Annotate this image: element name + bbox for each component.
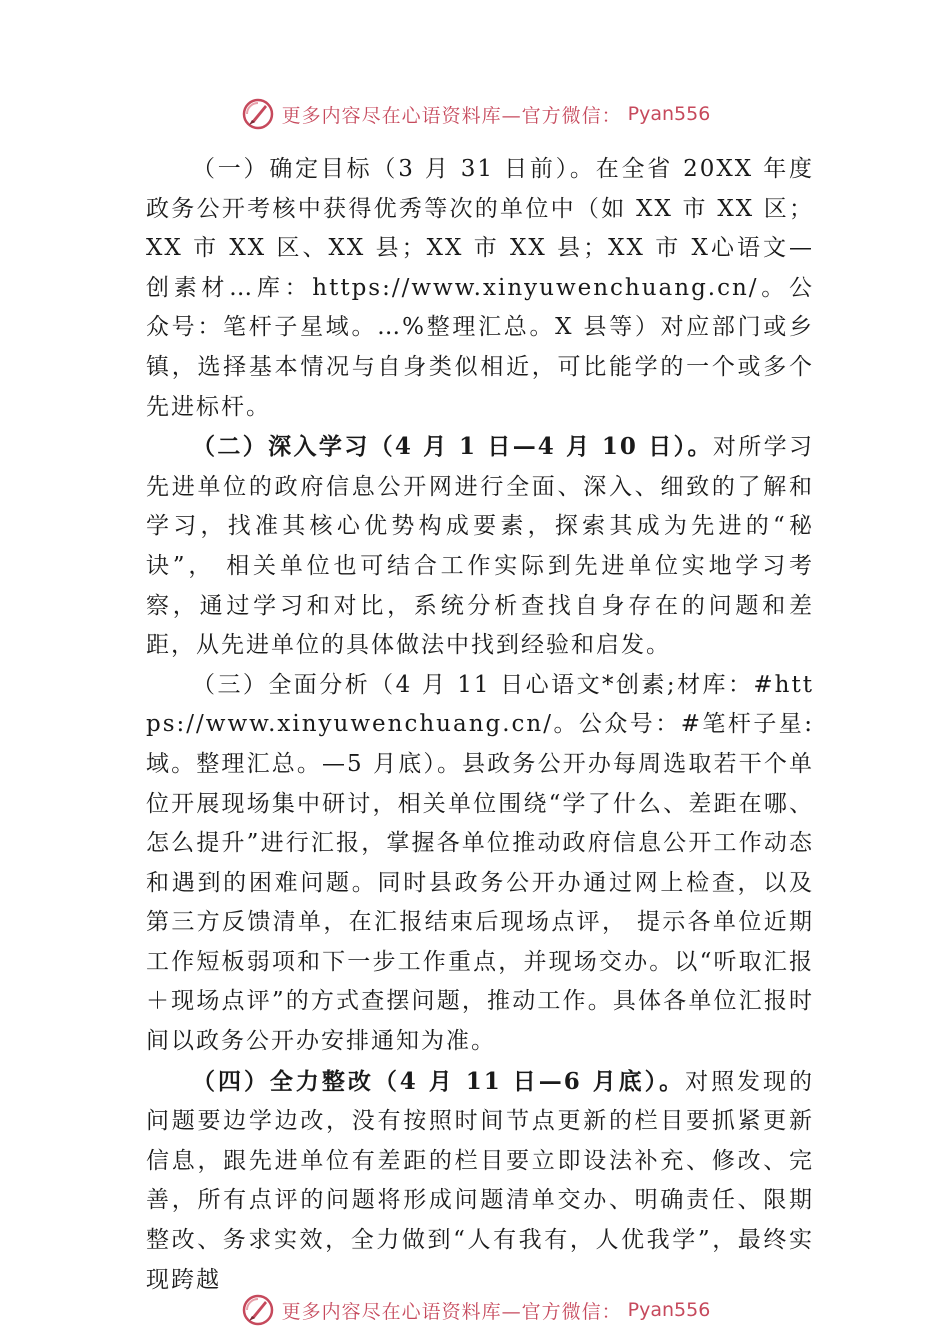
document-body: [146, 150, 814, 1300]
paragraph-1: [146, 150, 814, 427]
paragraph-1-heading: （一）确定目标（3 月 31 日前）。: [192, 156, 596, 182]
paragraph-4-heading: （四）全力整改（4 月 11 日—6 月底）。: [192, 1067, 686, 1095]
paragraph-2-body: 对所学习先进单位的政府信息公开网进行全面、深入、细致的了解和学习，找准其核心优势构成要素，探索其成为先进的“秘诀”， 相关单位也可结合工作实际到先进单位实地学习考察，通过学习和对比，系统分析查找自身存在的问题和差距，从先进单位的具体做法中找到经验和启发。: [146, 434, 815, 659]
paragraph-3-heading: （三）全面分析（4 月 11 日: [192, 671, 526, 698]
paragraph-3-body: 心语文*创素;材库：#https://www.xinyuwenchuang.cn/。公众号：#笔杆子星:域。整理汇总。—5 月底）。县政务公开办每周选取若干个单位开展现场集中研讨，相关单位围绕“学了什么、差距在哪、怎么提升”进行汇报，掌握各单位推动政府信息公开工作动态和遇到的困难问题。同时县政务公开办通过网上检查，以及第三方反馈清单，在汇报结束后现场点评， 提示各单位近期工作短板弱项和下一步工作重点，并现场交办。以“听取汇报＋现场点评”的方式查摆问题，推动工作。具体各单位汇报时间以政务公开办安排通知为准。: [146, 671, 814, 1055]
header-watermark-banner: [0, 94, 950, 134]
quill-logo-icon: [240, 1292, 276, 1328]
banner-title: 更多内容尽在心语资料库—官方微信：: [281, 1300, 622, 1323]
paragraph-3: [146, 666, 814, 1062]
banner-wechat-id: Pyan556: [627, 103, 711, 125]
paragraph-4-body: 对照发现的问题要边学边改，没有按照时间节点更新的栏目要抓紧更新信息，跟先进单位有差距的栏目要立即设法补充、修改、完善，所有点评的问题将形成问题清单交办、明确责任、限期整改、务求实效，全力做到“人有我有，人优我学”，最终实现跨越: [146, 1068, 815, 1293]
quill-logo-icon: [240, 96, 276, 132]
banner-wechat-id: Pyan556: [627, 1299, 711, 1321]
paragraph-1-body: 在全省 20XX 年度政务公开考核中获得优秀等次的单位中（如 XX 市 XX 区；XX 市 XX 区、XX 县；XX 市 XX 县；XX 市 X心语文—创素材…库：https://www.xinyuwenchuang.cn/。公众号：笔杆子星域。…%整理汇总。X 县等）对应部门或乡镇，选择基本情况与自身类似相近，可比能学的一个或多个先进标杆。: [146, 156, 814, 420]
paragraph-2: [146, 427, 814, 666]
paragraph-2-heading: （二）深入学习（4 月 1 日—4 月 10 日）。: [192, 433, 713, 461]
paragraph-4: [146, 1062, 814, 1301]
footer-watermark-banner: [0, 1290, 950, 1330]
banner-title: 更多内容尽在心语资料库—官方微信：: [281, 104, 622, 127]
